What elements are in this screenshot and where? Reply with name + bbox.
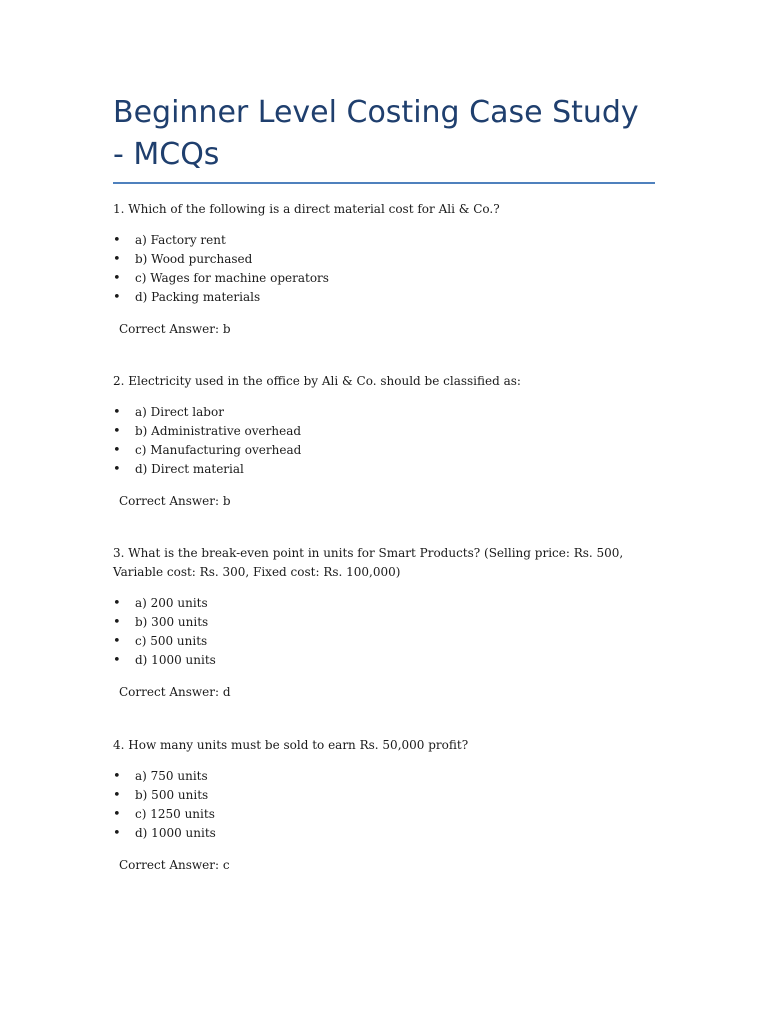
option-item [113, 594, 655, 613]
option-label: b) Wood purchased [135, 252, 253, 266]
bullet-icon: • [113, 615, 121, 630]
document-title: Beginner Level Costing Case Study - MCQs [113, 92, 655, 184]
option-label: d) Packing materials [135, 290, 261, 304]
option-item [113, 269, 655, 288]
option-label: c) 500 units [135, 634, 208, 648]
option-label: c) Wages for machine operators [135, 271, 329, 285]
options-list [113, 231, 655, 307]
option-label: b) 300 units [135, 615, 209, 629]
option-label: b) 500 units [135, 788, 209, 802]
option-item [113, 767, 655, 786]
option-label: c) 1250 units [135, 807, 215, 821]
option-item [113, 613, 655, 632]
options-list [113, 403, 655, 479]
bullet-icon: • [113, 769, 121, 784]
option-item [113, 786, 655, 805]
bullet-icon: • [113, 462, 121, 477]
option-item [113, 231, 655, 250]
option-item [113, 651, 655, 670]
bullet-icon: • [113, 653, 121, 668]
bullet-icon: • [113, 807, 121, 822]
question-text: 4. How many units must be sold to earn Rs. 50,000 profit? [113, 738, 469, 752]
option-item [113, 805, 655, 824]
options-list [113, 594, 655, 670]
bullet-icon: • [113, 405, 121, 420]
question-text: 1. Which of the following is a direct material cost for Ali & Co.? [113, 202, 500, 216]
bullet-icon: • [113, 596, 121, 611]
correct-answer: Correct Answer: b [119, 322, 231, 336]
bullet-icon: • [113, 443, 121, 458]
question-4 [113, 736, 655, 875]
option-label: d) 1000 units [135, 653, 216, 667]
bullet-icon: • [113, 252, 121, 267]
option-label: b) Administrative overhead [135, 424, 302, 438]
bullet-icon: • [113, 271, 121, 286]
option-label: a) 750 units [135, 769, 208, 783]
option-item [113, 288, 655, 307]
option-label: c) Manufacturing overhead [135, 443, 302, 457]
option-label: a) 200 units [135, 596, 208, 610]
question-3 [113, 544, 655, 702]
option-item [113, 632, 655, 651]
option-item [113, 422, 655, 441]
option-item [113, 250, 655, 269]
option-item [113, 403, 655, 422]
bullet-icon: • [113, 424, 121, 439]
question-text: 3. What is the break-even point in units for Smart Products? (Selling price: Rs. 500, Variable cost: Rs. 300, Fixed cost: Rs. 100,000) [113, 546, 624, 579]
option-item [113, 460, 655, 479]
bullet-icon: • [113, 826, 121, 841]
option-item [113, 441, 655, 460]
question-2 [113, 372, 655, 511]
option-label: a) Factory rent [135, 233, 226, 247]
question-text: 2. Electricity used in the office by Ali & Co. should be classified as: [113, 374, 521, 388]
option-label: d) 1000 units [135, 826, 216, 840]
document-page [113, 92, 655, 872]
bullet-icon: • [113, 634, 121, 649]
correct-answer: Correct Answer: b [119, 494, 231, 508]
option-label: a) Direct labor [135, 405, 224, 419]
question-1 [113, 200, 655, 339]
options-list [113, 767, 655, 843]
correct-answer: Correct Answer: d [119, 685, 231, 699]
correct-answer: Correct Answer: c [119, 858, 230, 872]
bullet-icon: • [113, 788, 121, 803]
option-item [113, 824, 655, 843]
bullet-icon: • [113, 290, 121, 305]
bullet-icon: • [113, 233, 121, 248]
option-label: d) Direct material [135, 462, 244, 476]
